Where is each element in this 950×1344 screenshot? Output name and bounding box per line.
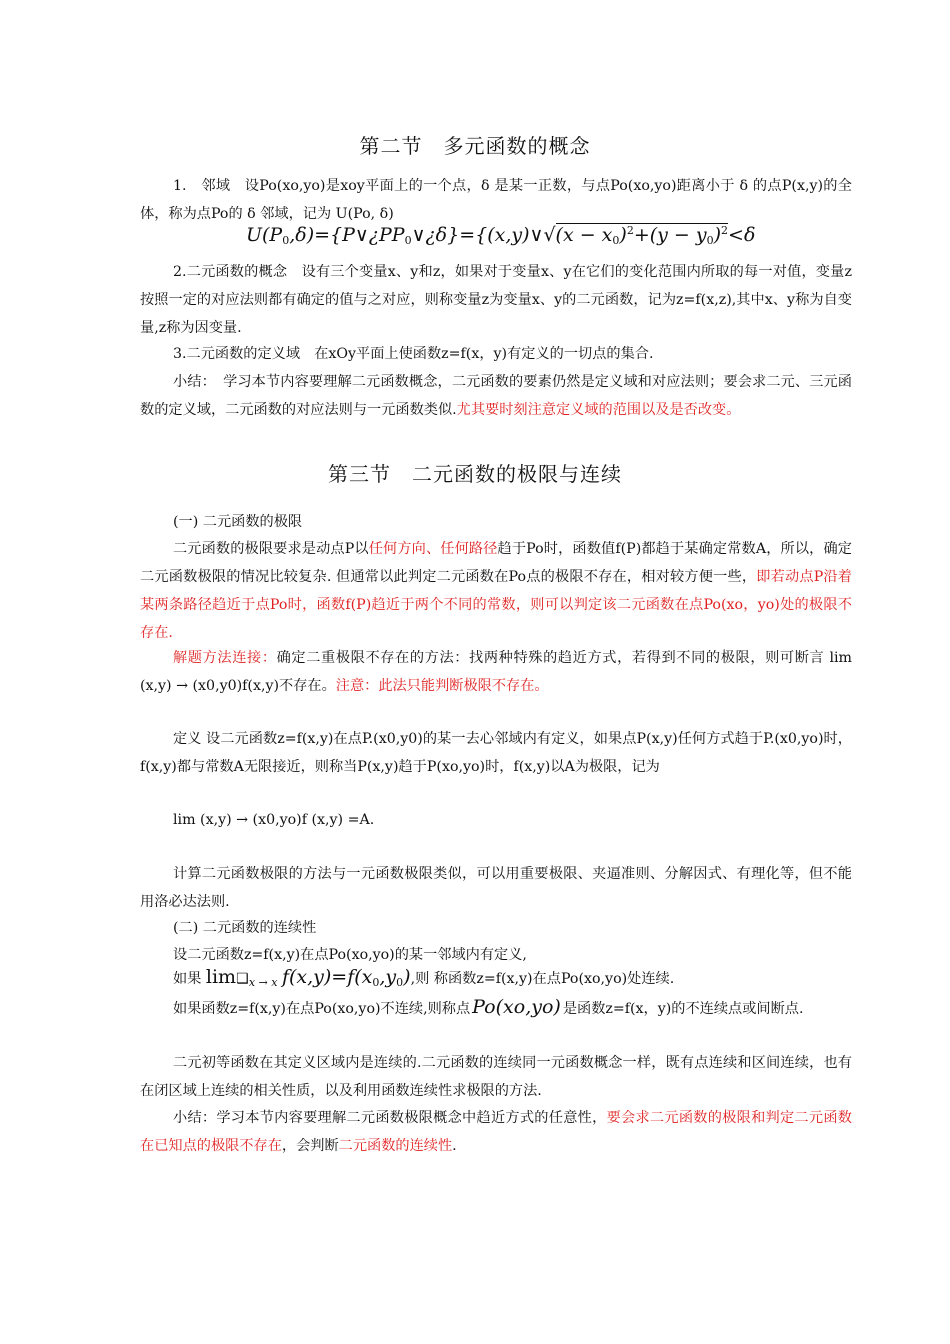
- subsection-limit-heading: (一) 二元函数的极限: [173, 514, 303, 530]
- domain-definition: 3.二元函数的定义域 在xOy平面上使函数z=f(x，y)有定义的一切点的集合.: [173, 346, 654, 362]
- subsection-continuity-heading: (二) 二元函数的连续性: [173, 920, 317, 936]
- limit-notation: lim (x,y) → (x0,yo)f (x,y) =A.: [173, 812, 375, 828]
- neighborhood-formula: $U(P_0,\delta)=\{P\vee¿PP_0\vee¿\delta\}=\{(x,y)\vee√(x - x_0)^2+(y - y_0)^2<\delta$: [246, 224, 756, 247]
- bivariate-function-concept: 2.二元函数的概念 设有三个变量x、y和z，如果对于变量x、y在它们的变化范围内所取的每一对值，变量z按照一定的对应法则都有确定的值与之对应，则称变量z为变量x、y的二元函数，记为z=f(x,z),其中x、y称为自变量,z称为因变量.: [140, 264, 852, 336]
- section-3-summary: 小结：学习本节内容要理解二元函数极限概念中趋近方式的任意性，要会求二元函数的极限和判定二元函数在已知点的极限不存在，会判断二元函数的连续性.: [140, 1110, 852, 1154]
- limit-explanation: 二元函数的极限要求是动点P以任何方向、任何路径趋于Po时，函数值f(P)都趋于某确定常数A，所以，确定二元函数极限的情况比较复杂. 但通常以此判定二元函数在Po点的极限不存在，相对较方便一些，即若动点P沿着某两条路径趋近于点Po时，函数f(P)趋近于两个不同的常数，则可以判定该二元函数在点Po(xo，yo)处的极限不存在.: [140, 541, 852, 641]
- limit-calculation-methods: 计算二元函数极限的方法与一元函数极限类似，可以用重要极限、夹逼准则、分解因式、有理化等，但不能用洛必达法则.: [140, 866, 852, 910]
- section-2-title: 第二节 多元函数的概念: [359, 134, 591, 158]
- neighborhood-definition: 1. 邻域 设Po(xo,yo)是xoy平面上的一个点，δ 是某一正数，与点Po(xo,yo)距离小于 δ 的点P(x,y)的全体，称为点Po的 δ 邻域，记为 U(Po, δ): [140, 178, 852, 222]
- discontinuity-definition: 如果函数z=f(x,y)在点Po(xo,yo)不连续,则称点 Po(xo,yo) 是函数z=f(x，y)的不连续点或间断点.: [173, 996, 804, 1018]
- elementary-function-continuity: 二元初等函数在其定义区域内是连续的.二元函数的连续同一元函数概念一样，既有点连续和区间连续，也有在闭区域上连续的相关性质，以及利用函数连续性求极限的方法.: [140, 1055, 852, 1099]
- continuity-setup: 设二元函数z=f(x,y)在点Po(xo,yo)的某一邻域内有定义,: [173, 947, 527, 963]
- solution-method: 解题方法连接：确定二重极限不存在的方法：找两种特殊的趋近方式，若得到不同的极限，则可断言 lim (x,y) → (x0,y0)f(x,y)不存在。注意：此法只能判断极限不存在。: [140, 650, 852, 694]
- section-2-summary: 小结： 学习本节内容要理解二元函数概念，二元函数的要素仍然是定义域和对应法则；要会求二元、三元函数的定义域，二元函数的对应法则与一元函数类似.尤其要时刻注意定义域的范围以及是否改变。: [140, 374, 852, 418]
- continuity-definition: 如果 $\lim❑_{x \to x}$ $f(x,y)=f(x_0,y_0)$,则 称函数z=f(x,y)在点Po(xo,yo)处连续.: [173, 966, 675, 989]
- limit-definition: 定义 设二元函数z=f(x,y)在点P.(x0,y0)的某一去心邻域内有定义，如果点P(x,y)任何方式趋于P.(x0,yo)时，f(x,y)都与常数A无限接近，则称当P(x,y)趋于P(xo,yo)时，f(x,y)以A为极限，记为: [140, 731, 852, 775]
- section-3-title: 第三节 二元函数的极限与连续: [328, 462, 622, 486]
